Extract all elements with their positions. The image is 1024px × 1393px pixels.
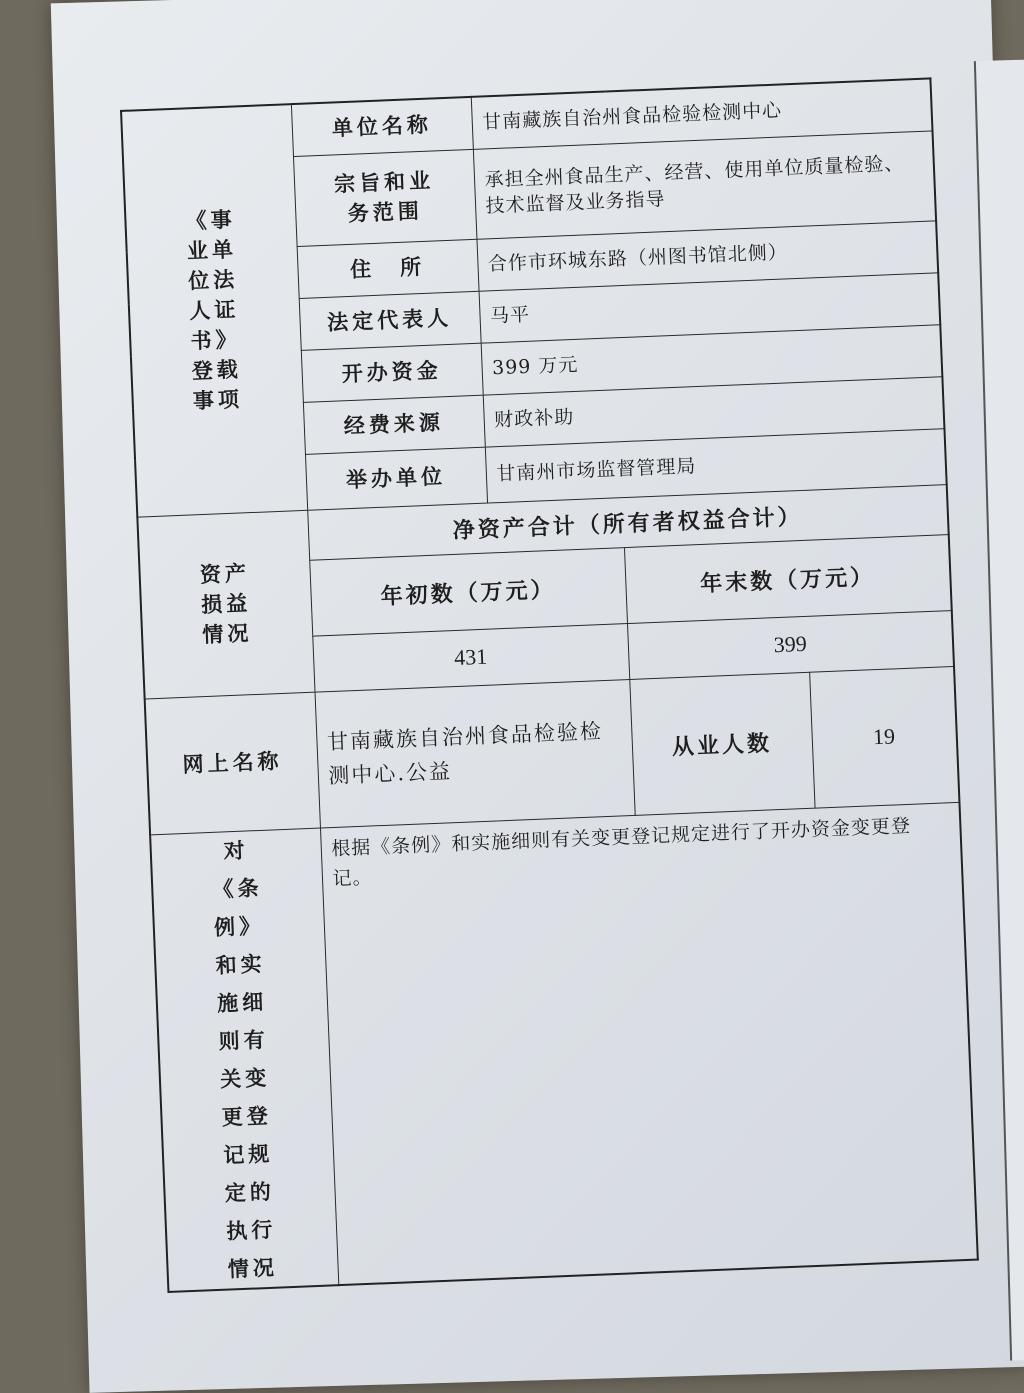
label-purpose-text: 宗旨和业务范围 xyxy=(333,167,435,226)
value-legal-rep: 马平 xyxy=(479,272,941,342)
net-assets-header: 净资产合计（所有者权益合计） xyxy=(307,484,948,560)
value-address: 合作市环城东路（州图书馆北侧） xyxy=(476,220,938,290)
label-compliance xyxy=(150,828,338,1292)
value-end-year: 399 xyxy=(627,610,954,679)
label-purpose xyxy=(293,149,476,246)
label-address: 住 所 xyxy=(297,239,479,298)
value-compliance: 根据《条例》和实施细则有关变更登记规定进行了开办资金变更登记。 xyxy=(320,802,978,1285)
label-unit-name: 单位名称 xyxy=(291,97,473,156)
label-staff-count: 从业人数 xyxy=(629,672,814,815)
label-sponsor: 举办单位 xyxy=(305,447,487,510)
form-table xyxy=(120,77,979,1292)
value-capital: 399 万元 xyxy=(481,324,943,394)
section-certificate-label: 《事业单位法人证书》登载事项 xyxy=(185,206,244,414)
value-online-name: 甘南藏族自治州食品检验检测中心.公益 xyxy=(314,679,634,828)
value-sponsor: 甘南州市场监督管理局 xyxy=(485,428,947,502)
label-legal-rep: 法定代表人 xyxy=(299,291,481,350)
label-funding: 经费来源 xyxy=(303,395,485,454)
value-unit-name: 甘南藏族自治州食品检验检测中心 xyxy=(471,78,933,148)
value-begin-year: 431 xyxy=(312,623,629,692)
label-compliance-text: 对《条例》和实施细则有关变更登记规定的执行情况 xyxy=(212,836,279,1282)
row-compliance xyxy=(150,802,978,1292)
col-end-year: 年末数（万元） xyxy=(624,534,952,623)
label-capital: 开办资金 xyxy=(301,343,483,402)
section-assets xyxy=(137,510,314,699)
value-purpose: 承担全州食品生产、经营、使用单位质量检验、技术监督及业务指导 xyxy=(473,130,936,238)
section-certificate-items xyxy=(121,104,307,516)
registration-form xyxy=(120,77,973,1282)
value-staff-count: 19 xyxy=(809,666,959,808)
label-online-name: 网上名称 xyxy=(145,692,320,835)
value-funding: 财政补助 xyxy=(483,376,945,446)
col-begin-year: 年初数（万元） xyxy=(309,547,627,636)
section-assets-label: 资产损益情况 xyxy=(199,560,253,648)
